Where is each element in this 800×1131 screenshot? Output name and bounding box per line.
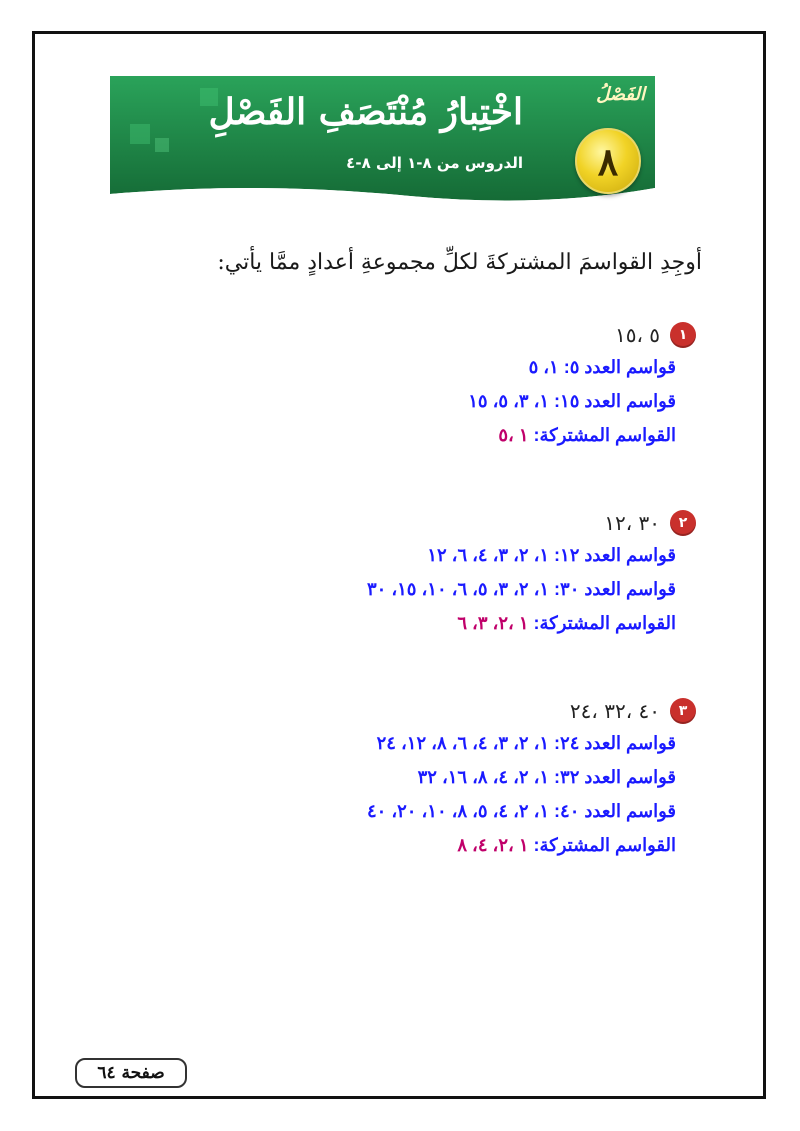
common-divisors-line [468,418,696,452]
common-divisors-label: القواسم المشتركة: [533,613,676,633]
common-divisors-value: ١ ،٢، ٤، ٨ [457,835,529,855]
question-numbers: ٤٠ ،٣٢ ،٢٤ [569,699,660,723]
question-number-badge: ٣ [670,698,696,724]
chapter-banner [110,76,655,211]
common-divisors-value: ١ ،٥ [498,425,529,445]
chapter-number-badge: ٨ [575,128,641,194]
chapter-subtitle: الدروس من ٨-١ إلى ٨-٤ [346,154,523,172]
divisors-line: قواسم العدد ١٥: ١، ٣، ٥، ١٥ [468,391,676,411]
question-numbers: ٣٠ ،١٢ [604,511,660,535]
question-numbers: ٥ ،١٥ [614,323,660,347]
divisors-line: قواسم العدد ٣٠: ١، ٢، ٣، ٥، ٦، ١٠، ١٥، ٣٠ [366,579,676,599]
question-1 [468,320,696,452]
common-divisors-label: القواسم المشتركة: [533,835,676,855]
question-number-badge: ١ [670,322,696,348]
divisors-line: قواسم العدد ١٢: ١، ٢، ٣، ٤، ٦، ١٢ [427,545,676,565]
common-divisors-line [367,606,696,640]
chapter-word: الفَصْلُ [596,84,645,105]
question-number-badge: ٢ [670,510,696,536]
divisors-line: قواسم العدد ٢٤: ١، ٢، ٣، ٤، ٦، ٨، ١٢، ٢٤ [376,733,676,753]
common-divisors-label: القواسم المشتركة: [533,425,676,445]
page-number-label: صفحة ٦٤ [75,1058,187,1088]
question-2 [367,508,696,640]
common-divisors-line [367,828,696,862]
instructions-text: أوجِدِ القواسمَ المشتركةَ لكلِّ مجموعةِ أعدادٍ ممَّا يأتي: [217,250,702,275]
chapter-title: اخْتِبارُ مُنْتَصَفِ الفَصْلِ [208,91,523,133]
divisors-line: قواسم العدد ٥: ١، ٥ [528,357,676,377]
divisors-line: قواسم العدد ٤٠: ١، ٢، ٤، ٥، ٨، ١٠، ٢٠، ٤٠ [366,801,676,821]
divisors-line: قواسم العدد ٣٢: ١، ٢، ٤، ٨، ١٦، ٣٢ [417,767,676,787]
common-divisors-value: ١ ،٢، ٣، ٦ [457,613,529,633]
question-3 [367,696,696,862]
